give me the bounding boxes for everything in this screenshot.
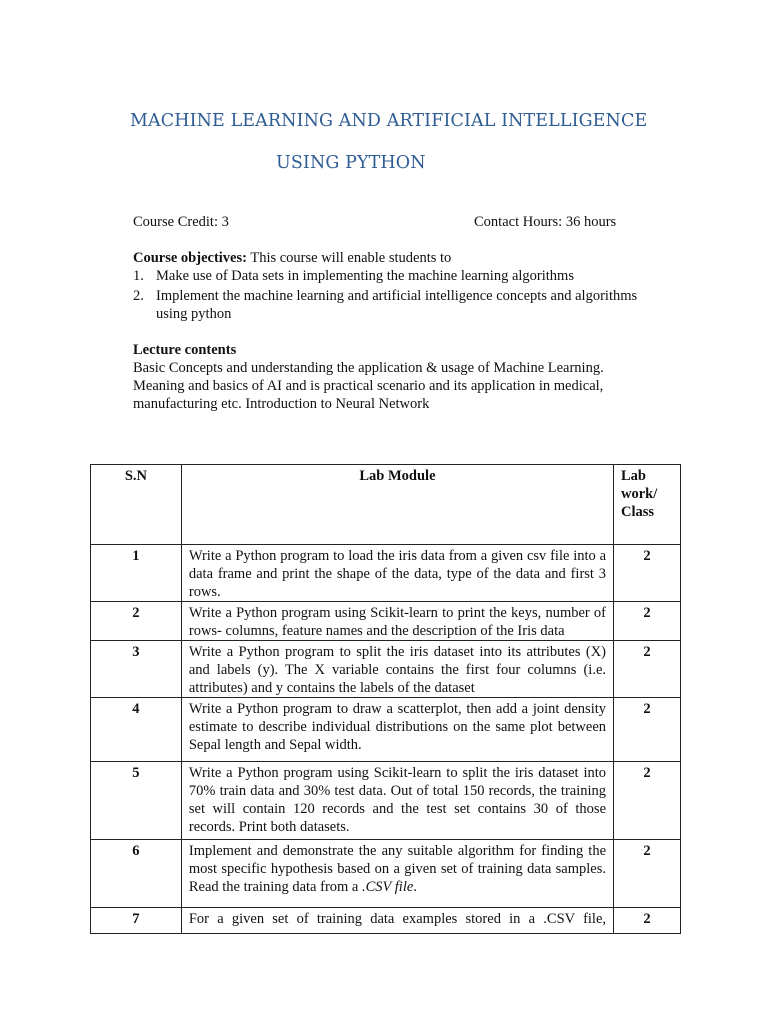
row-sn: 3 xyxy=(91,641,182,698)
row-lab-module: Write a Python program to load the iris data from a given csv file into a data frame and print the shape of the data, type of the data and first 3 rows. xyxy=(181,545,613,602)
row-hours: 2 xyxy=(614,840,681,908)
row-hours: 2 xyxy=(614,545,681,602)
objectives-intro: This course will enable students to xyxy=(246,250,452,266)
row-lab-module: Write a Python program using Scikit-learn to split the iris dataset into 70% train data and 30% test data. Out of total 150 records, the training set will contain 120 records and the test set contains 30 of those records. Print both datasets. xyxy=(181,762,613,840)
row-hours: 2 xyxy=(614,641,681,698)
document-title-line2: USING PYTHON xyxy=(276,153,426,173)
lecture-heading: Lecture contents xyxy=(133,342,237,358)
contact-hours: Contact Hours: 36 hours xyxy=(474,214,617,230)
row-sn: 1 xyxy=(91,545,182,602)
row-sn: 2 xyxy=(91,602,182,641)
objectives-label: Course objectives: xyxy=(133,250,247,266)
row-lab-module: For a given set of training data examples stored in a .CSV file, xyxy=(181,908,613,934)
lecture-text: Basic Concepts and understanding the application & usage of Machine Learning. Meaning and basics of AI and is practical scenario and its application in medical, manufacturing etc. Introduction to Neural Network xyxy=(133,360,604,412)
header-lab-work-class: Lab work/ Class xyxy=(614,465,681,545)
row-hours: 2 xyxy=(614,602,681,641)
table-header-row xyxy=(91,465,681,545)
table-row xyxy=(91,762,681,840)
row-lab-module: Write a Python program to split the iris dataset into its attributes (X) and labels (y). The X variable contains the first four columns (i.e. attributes) and y contains the labels of the dataset xyxy=(181,641,613,698)
course-credit: Course Credit: 3 xyxy=(133,214,229,230)
objective-item xyxy=(133,287,663,323)
objective-number: 1. xyxy=(133,268,144,284)
row-sn: 5 xyxy=(91,762,182,840)
row-sn: 7 xyxy=(91,908,182,934)
objective-text: Make use of Data sets in implementing the machine learning algorithms xyxy=(156,268,574,284)
table-row xyxy=(91,641,681,698)
row-sn: 4 xyxy=(91,698,182,762)
header-sn: S.N xyxy=(91,465,182,545)
row-lab-module: Implement and demonstrate the any suitable algorithm for finding the most specific hypothesis based on a given set of training data samples. Read the training data from a .CSV file. xyxy=(181,840,613,908)
row-hours: 2 xyxy=(614,698,681,762)
objective-number: 2. xyxy=(133,288,144,304)
row-sn: 6 xyxy=(91,840,182,908)
header-lab-module: Lab Module xyxy=(181,465,613,545)
row-lab-module: Write a Python program to draw a scatterplot, then add a joint density estimate to describe individual distributions on the same plot between Sepal length and Sepal width. xyxy=(181,698,613,762)
table-row xyxy=(91,840,681,908)
row-lab-module: Write a Python program using Scikit-learn to print the keys, number of rows- columns, feature names and the description of the Iris data xyxy=(181,602,613,641)
table-row xyxy=(91,698,681,762)
document-title-line1: MACHINE LEARNING AND ARTIFICIAL INTELLIGENCE xyxy=(130,111,648,131)
table-row xyxy=(91,545,681,602)
table-row xyxy=(91,602,681,641)
course-objectives xyxy=(133,249,451,267)
lab-module-table xyxy=(90,464,681,934)
objective-text: Implement the machine learning and artificial intelligence concepts and algorithms using python xyxy=(156,288,638,322)
table-row xyxy=(91,908,681,934)
objective-item xyxy=(133,267,663,285)
row-hours: 2 xyxy=(614,908,681,934)
row-hours: 2 xyxy=(614,762,681,840)
